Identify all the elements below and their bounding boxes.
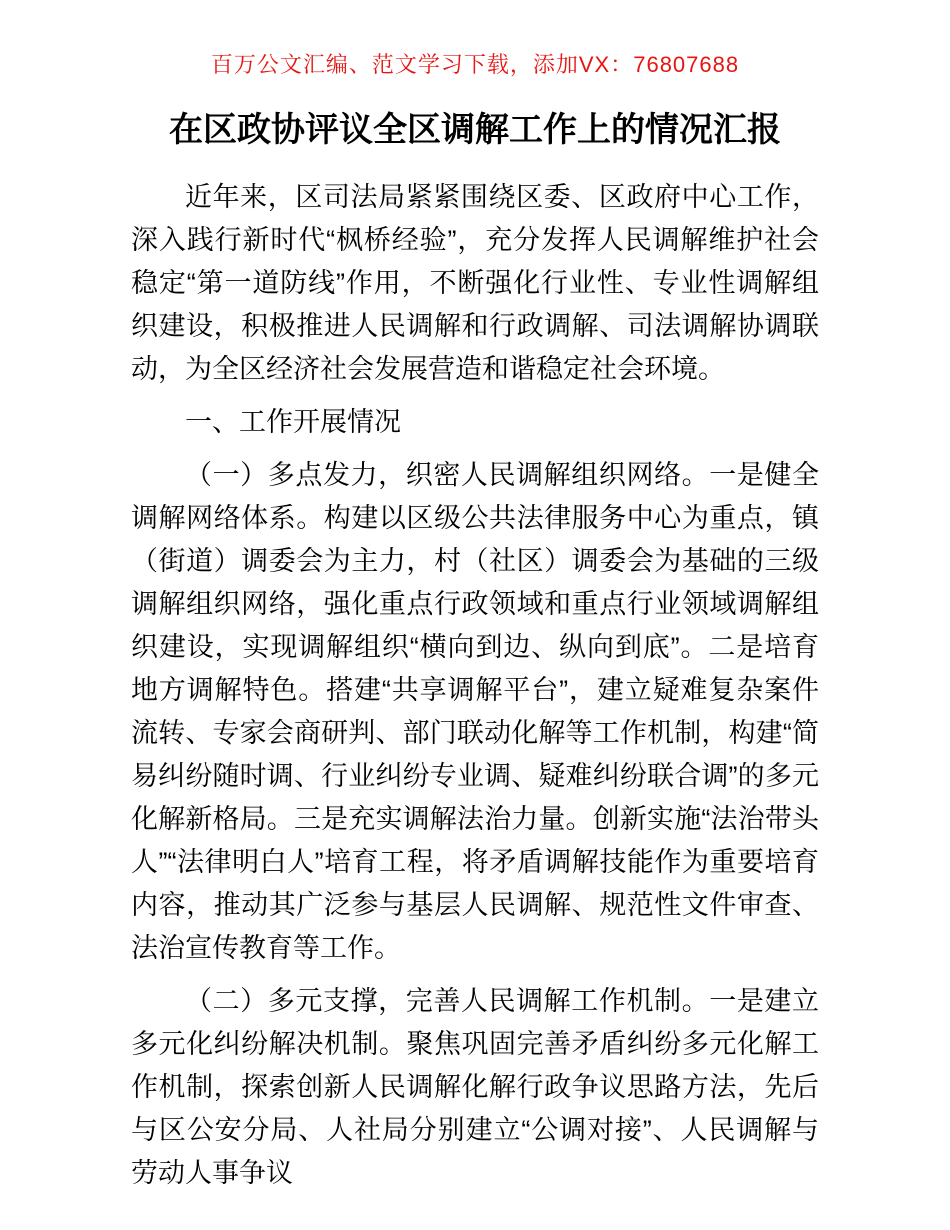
- paragraph-item-1: （一）多点发力，织密人民调解组织网络。一是健全调解网络体系。构建以区级公共法律服务中心为重点，镇（街道）调委会为主力，村（社区）调委会为基础的三级调解组织网络，强化重点行政领域和重点行业领域调解组织建设，实现调解组织“横向到边、纵向到底”。二是培育地方调解特色。搭建“共享调解平台”，建立疑难复杂案件流转、专家会商研判、部门联动化解等工作机制，构建“简易纠纷随时调、行业纠纷专业调、疑难纠纷联合调”的多元化解新格局。三是充实调解法治力量。创新实施“法治带头人”“法律明白人”培育工程，将矛盾调解技能作为重要培育内容，推动其广泛参与基层人民调解、规范性文件审查、法治宣传教育等工作。: [131, 460, 819, 963]
- intro-paragraph: 近年来，区司法局紧紧围绕区委、区政府中心工作，深入践行新时代“枫桥经验”，充分发挥人民调解维护社会稳定“第一道防线”作用，不断强化行业性、专业性调解组织建设，积极推进人民调解和行政调解、司法调解协调联动，为全区经济社会发展营造和谐稳定社会环境。: [131, 182, 819, 384]
- document-title: 在区政协评议全区调解工作上的情况汇报: [169, 111, 781, 149]
- paragraph-item-2: （二）多元支撑，完善人民调解工作机制。一是建立多元化纠纷解决机制。聚焦巩固完善矛盾纠纷多元化解工作机制，探索创新人民调解化解行政争议思路方法，先后与区公安分局、人社局分别建立“公调对接”、人民调解与劳动人事争议: [131, 986, 819, 1188]
- section-heading-1: 一、工作开展情况: [185, 407, 401, 437]
- document-body: [131, 176, 819, 1195]
- watermark-banner: 百万公文汇编、范文学习下载，添加VX：76807688: [210, 52, 740, 77]
